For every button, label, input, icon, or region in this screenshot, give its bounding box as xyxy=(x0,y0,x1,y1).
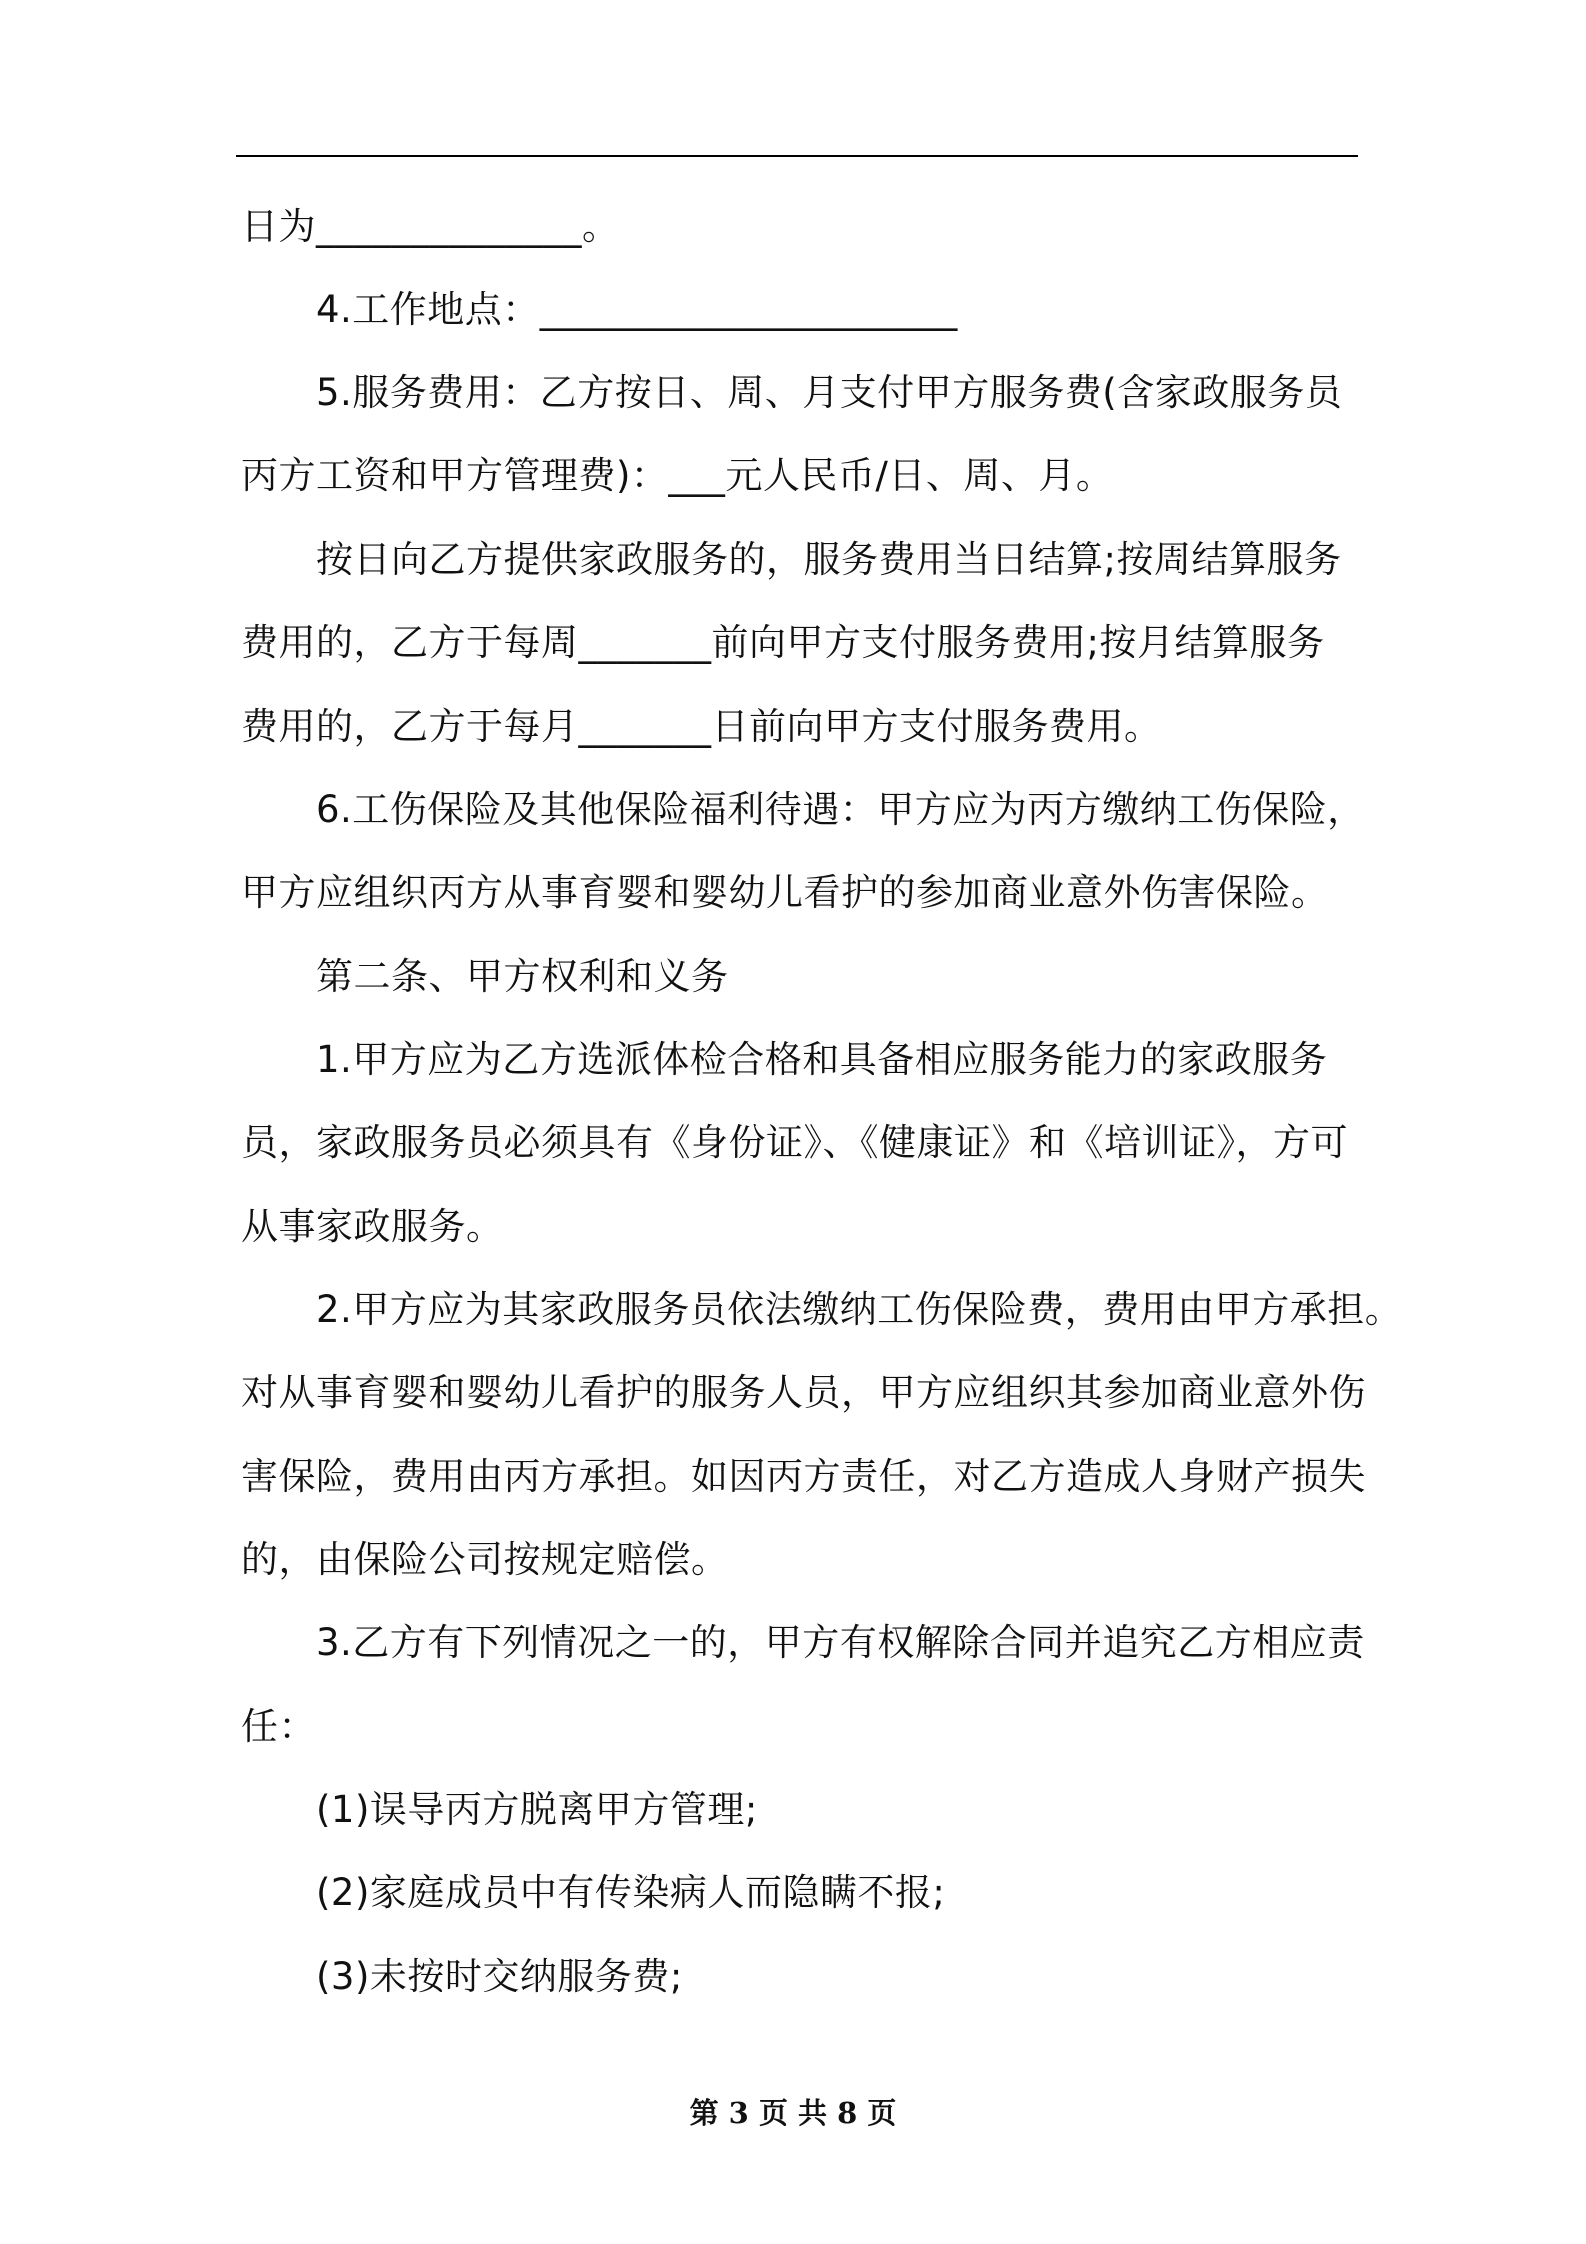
line-2: 4.工作地点：______________________ xyxy=(316,288,958,331)
line-4: 丙方工资和甲方管理费)：___元人民币/日、周、月。 xyxy=(241,454,1114,497)
list-item-1: (1)误导丙方脱离甲方管理; xyxy=(316,1788,758,1831)
line-1: 日为______________。 xyxy=(241,205,620,248)
line-13: 从事家政服务。 xyxy=(241,1205,504,1248)
line-18: 3.乙方有下列情况之一的，甲方有权解除合同并追究乙方相应责 xyxy=(316,1621,1365,1664)
list-item-3: (3)未按时交纳服务费; xyxy=(316,1955,683,1998)
line-8: 6.工伤保险及其他保险福利待遇：甲方应为丙方缴纳工伤保险， xyxy=(316,788,1365,831)
line-14: 2.甲方应为其家政服务员依法缴纳工伤保险费，费用由甲方承担。 xyxy=(316,1288,1403,1331)
list-item-2: (2)家庭成员中有传染病人而隐瞒不报; xyxy=(316,1871,946,1914)
line-11: 1.甲方应为乙方选派体检合格和具备相应服务能力的家政服务 xyxy=(316,1038,1328,1081)
line-12: 员，家政服务员必须具有《身份证》、《健康证》和《培训证》，方可 xyxy=(241,1121,1348,1164)
line-15: 对从事育婴和婴幼儿看护的服务人员，甲方应组织其参加商业意外伤 xyxy=(241,1371,1366,1414)
line-9: 甲方应组织丙方从事育婴和婴幼儿看护的参加商业意外伤害保险。 xyxy=(241,871,1329,914)
line-5: 按日向乙方提供家政服务的，服务费用当日结算;按周结算服务 xyxy=(316,538,1342,581)
line-6: 费用的，乙方于每周_______前向甲方支付服务费用;按月结算服务 xyxy=(241,621,1325,664)
line-3: 5.服务费用：乙方按日、周、月支付甲方服务费(含家政服务员 xyxy=(316,371,1343,414)
header-rule xyxy=(236,155,1358,157)
line-17: 的，由保险公司按规定赔偿。 xyxy=(241,1538,729,1581)
line-7: 费用的，乙方于每月_______日前向甲方支付服务费用。 xyxy=(241,705,1162,748)
section-heading-2: 第二条、甲方权利和义务 xyxy=(316,955,729,998)
line-19: 任： xyxy=(241,1705,316,1748)
line-16: 害保险，费用由丙方承担。如因丙方责任，对乙方造成人身财产损失 xyxy=(241,1455,1366,1498)
page-indicator: 第 3 页 共 8 页 xyxy=(689,2096,897,2130)
